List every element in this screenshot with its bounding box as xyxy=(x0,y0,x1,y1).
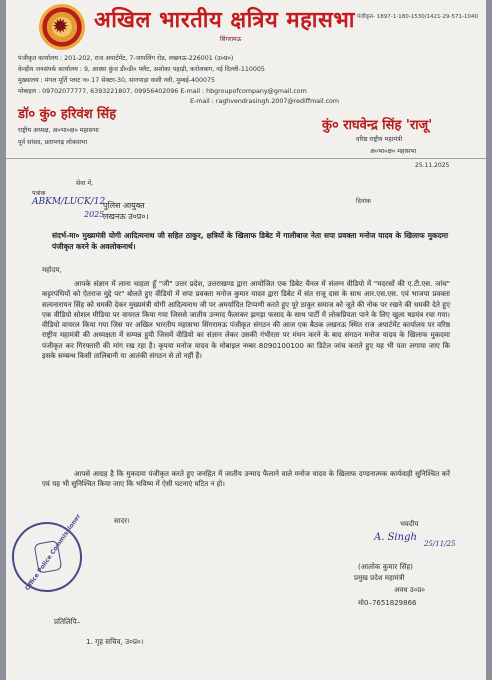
left-person-name: डॉ० कुं० हरिवंश सिंह xyxy=(18,107,117,122)
organization-subtitle: सिंगरामऊ xyxy=(220,36,242,43)
signer-name: (आलोक कुमार सिंह) xyxy=(358,562,413,571)
left-person-role: राष्ट्रीय अध्यक्ष, अ०भा०क्ष० महासभा xyxy=(18,127,99,134)
signature-date: 25/11/25 xyxy=(424,540,456,548)
header-divider xyxy=(6,158,486,159)
seva-mein: सेवा में, xyxy=(76,180,94,187)
patrank-value: ABKM/LUCK/12 xyxy=(32,197,106,207)
emblem-icon: ✹ xyxy=(52,14,69,38)
signature: A. Singh xyxy=(374,532,417,543)
address-line-1: पंजीकृत कार्यालय : 201-202, राज अपार्टमेंट, 7-जापलिंग रोड, लखनऊ-226001 (उ०प्र०) xyxy=(18,55,234,62)
copy-item: 1. गृह सचिव, उ०प्र०। xyxy=(86,637,144,646)
copy-label: प्रतिलिपि– xyxy=(54,617,81,626)
dinank-label: दिनांक xyxy=(356,198,371,205)
registration-number: पंजीकृत- 1897-1-180-1530/1421-29-571-1040 xyxy=(357,14,478,20)
salutation: महोदय, xyxy=(42,266,62,274)
bhavdiya: भवदीय xyxy=(400,520,419,528)
right-person-name: कुं० राघवेन्द्र सिंह 'राजू' xyxy=(322,118,433,133)
subject-line: संदर्भ-मा० मुख्यमंत्री योगी आदित्यनाथ जी सहित ठाकुर, क्षत्रियों के खिलाफ डिबेट में गालीबाज नेता सपा प्रवक्ता मनोज यादव के खिलाफ मुकदमा पंजीकृत करने के अवलोकनार्थ। xyxy=(52,231,448,251)
signer-area: अवध उ०प्र० xyxy=(394,586,425,594)
closing: सादर। xyxy=(114,517,130,525)
police-office-stamp xyxy=(6,512,87,597)
signer-mobile: मो0–7651829866 xyxy=(358,599,417,607)
patrank-label: पत्रांक xyxy=(32,190,46,197)
left-person-role-2: पूर्व सांसद, प्रतापगढ़ लोकसभा xyxy=(18,139,88,146)
contact-line: मोबाइल : 09702077777, 6393221807, 09956402096 E-mail : hbgroupofcompany@gmail.com xyxy=(18,88,307,95)
signer-role: प्रमुख प्रदेश महामंत्री xyxy=(354,574,405,582)
secondary-email: E-mail : raghvendrasingh.2007@rediffmail.com xyxy=(190,98,340,105)
body-paragraph-2: आपसे आग्रह है कि मुकदमा पंजीकृत करते हुए जनहित में जातीय उन्माद फैलाने वाले मनोज यादव के खिलाफ दण्डनात्मक कार्यवाही सुनिश्चित करें एवं यह भी सुनिश्चित किया जाए कि भविष्य में ऐसी घटनाएं घटित न हो। xyxy=(42,469,450,489)
organization-name: अखिल भारतीय क्षत्रिय महासभा xyxy=(94,8,356,33)
address-line-3: मुख्यालय : मंगल मूर्ति प्लाट न० 17 सेक्टर-30, सानपाड़ा वाशी नवी, मुम्बई-400075 xyxy=(18,77,216,84)
patrank-year: 2025 xyxy=(84,210,105,219)
emblem-icon xyxy=(34,540,63,574)
organization-logo xyxy=(39,4,85,50)
right-person-role: वरिष्ठ राष्ट्रीय महामंत्री xyxy=(356,136,403,143)
recipient-line-2: लखनऊ उ०प्र०। xyxy=(103,212,149,221)
stamp-text: Office Police Commissioner xyxy=(23,512,83,592)
address-line-2: केन्द्रीय जनसंपर्क कार्यालय : 9, आस्था कुंज डी०डी० फ्लैट, अशोका पहाड़ी, करोलबाग, नई दिल्ली-110005 xyxy=(18,66,265,73)
body-paragraph-1: आपके संज्ञान में लाना चाहता हूँ "जी" उत्तर प्रदेश, उत्तराखण्ड द्वारा आयोजित एक डिबेट चैनल में संलग्न वीडियो में "मदरसों की ए.टी.एस. जांच" कट्टरपंथियों को ऐतराज मुद्दे पर" बोलते हुए वीडियो में सपा प्रवक्ता मनोज कुमार यादव द्वारा डिबेट में संत राजू दास के साथ आर.एस.एस. एवं भाजपा प्रवक्ता सत्यनारायन सिंह को धमकी देकर मुख्यमंत्री योगी आदित्यनाथ जी पर अमर्यादित टिप्पणी करते हुए पूरे ठाकुर समाज को जूते की नोक पर रखने की धमकी देते हुए एक वीडियो सोशल मीडिया पर वायरल किया गया जिससे जातीय उन्माद फैलाकर झगड़ा फसाद के साथ पार्टी में लोकप्रियता पाने के लिए खुला षडयंत्र रचा गया। वीडियो वायरल किया गया जिस पर अखिल भारतीय महासभा सिंगरामऊ पंजीकृत संगठन की आज एक बैठक लखनऊ स्थित राज अपार्टमेंट कार्यालय पर वरिष्ठ राष्ट्रीय महामंत्री की अध्यक्षता में सम्पन्न हुयी जिसमें वीडियो का संज्ञान लेकर उसकी गंभीरता पर मंथन करने के बाद संगठन मनोज यादव के खिलाफ मुकदमा पंजीकृत कर गिरफ्तारी की मांग रख रहा है। कृपया मनोज यादव के मोबाइल नम्बर 8090100100 का डिटेल जांच कराते हुए यह भी पता लगाया जाए कि इसके सम्बन्ध किसी तालिबानी या आतंकी संगठन से तो नहीं हैं। xyxy=(42,279,450,361)
recipient-line-1: पुलिस आयुक्त xyxy=(103,201,145,210)
right-person-role-2: अ०भा०क्ष० महासभा xyxy=(370,148,417,155)
letter-page xyxy=(6,0,486,680)
written-date: 25.11.2025 xyxy=(415,162,450,169)
